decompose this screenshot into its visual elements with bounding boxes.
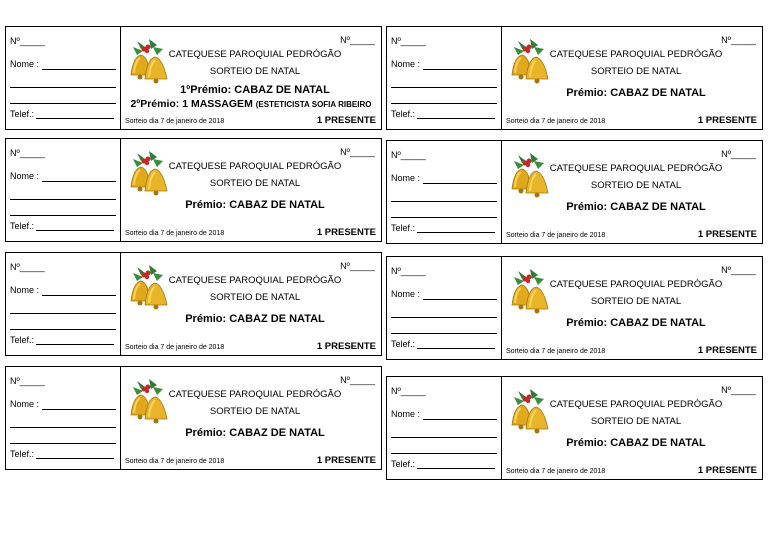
christmas-bells-icon: [123, 149, 171, 197]
stub-name-label: Nome :: [10, 171, 40, 181]
ticket-number-label: Nº_____: [340, 261, 375, 271]
stub-name-line-3: [10, 215, 116, 216]
ticket-number-label: Nº_____: [340, 375, 375, 385]
draw-date: Sorteio dia 7 de janeiro de 2018: [125, 118, 225, 125]
christmas-bells-icon: [504, 267, 552, 315]
draw-title: SORTEIO DE NATAL: [209, 178, 301, 189]
stub-name-line: [42, 295, 116, 296]
stub-name-line-2: [391, 437, 497, 438]
ticket-main: [121, 367, 381, 469]
present-count: 1 PRESENTE: [697, 229, 757, 240]
stub-name-line-3: [10, 443, 116, 444]
christmas-bells-icon: [123, 263, 171, 311]
stub-number-label: Nº_____: [391, 266, 426, 276]
stub-name-label: Nome :: [391, 173, 421, 183]
stub-name-label: Nome :: [10, 285, 40, 295]
ticket-main: [121, 139, 381, 241]
ticket-number-label: Nº_____: [721, 35, 756, 45]
stub-phone-line: [417, 468, 495, 469]
present-count: 1 PRESENTE: [697, 465, 757, 476]
stub-phone-label: Telef.:: [391, 459, 416, 469]
stub-number-label: Nº_____: [391, 36, 426, 46]
ticket-stub: [387, 27, 502, 129]
ticket-number-label: Nº_____: [721, 385, 756, 395]
organizer-name: CATEQUESE PAROQUIAL PEDRÓGÃO: [549, 279, 723, 290]
prize-text: Prémio: CABAZ DE NATAL: [185, 199, 325, 211]
stub-name-label: Nome :: [391, 409, 421, 419]
draw-title: SORTEIO DE NATAL: [209, 66, 301, 77]
stub-phone-line: [417, 232, 495, 233]
christmas-bells-icon: [504, 37, 552, 85]
stub-name-line-3: [10, 103, 116, 104]
stub-phone-label: Telef.:: [10, 109, 35, 119]
raffle-ticket: [386, 256, 763, 360]
christmas-bells-icon: [123, 37, 171, 85]
stub-name-line: [423, 419, 497, 420]
stub-name-line-3: [391, 103, 497, 104]
ticket-main: [502, 27, 762, 129]
present-count: 1 PRESENTE: [316, 115, 376, 126]
prize-text: Prémio: CABAZ DE NATAL: [185, 313, 325, 325]
raffle-ticket: [386, 376, 763, 480]
ticket-main: [121, 27, 381, 129]
raffle-ticket: [386, 26, 763, 130]
ticket-stub: [387, 377, 502, 479]
stub-name-label: Nome :: [10, 399, 40, 409]
first-prize-text: 1ºPrémio: CABAZ DE NATAL: [180, 84, 330, 96]
ticket-number-label: Nº_____: [721, 149, 756, 159]
ticket-stub: [6, 253, 121, 355]
stub-name-line-3: [391, 217, 497, 218]
draw-title: SORTEIO DE NATAL: [590, 416, 682, 427]
organizer-name: CATEQUESE PAROQUIAL PEDRÓGÃO: [549, 49, 723, 60]
prize-text: Prémio: CABAZ DE NATAL: [566, 437, 706, 449]
organizer-name: CATEQUESE PAROQUIAL PEDRÓGÃO: [549, 399, 723, 410]
stub-name-line-2: [10, 199, 116, 200]
stub-number-label: Nº_____: [391, 150, 426, 160]
ticket-main: [121, 253, 381, 355]
raffle-ticket: [5, 26, 382, 130]
second-prize-label: 2ºPrémio: 1 MASSAGEM: [130, 98, 253, 110]
stub-number-label: Nº_____: [10, 36, 45, 46]
present-count: 1 PRESENTE: [697, 115, 757, 126]
stub-name-line-3: [391, 333, 497, 334]
draw-date: Sorteio dia 7 de janeiro de 2018: [506, 232, 606, 239]
stub-phone-line: [36, 458, 114, 459]
draw-title: SORTEIO DE NATAL: [590, 66, 682, 77]
stub-phone-label: Telef.:: [391, 223, 416, 233]
raffle-ticket: [5, 252, 382, 356]
stub-phone-line: [417, 348, 495, 349]
raffle-ticket: [386, 140, 763, 244]
stub-name-line: [42, 69, 116, 70]
stub-phone-label: Telef.:: [391, 339, 416, 349]
draw-date: Sorteio dia 7 de janeiro de 2018: [506, 118, 606, 125]
present-count: 1 PRESENTE: [316, 227, 376, 238]
christmas-bells-icon: [504, 387, 552, 435]
stub-number-label: Nº_____: [10, 148, 45, 158]
stub-name-line-3: [391, 453, 497, 454]
stub-number-label: Nº_____: [10, 376, 45, 386]
ticket-main: [502, 377, 762, 479]
ticket-main: [502, 141, 762, 243]
draw-title: SORTEIO DE NATAL: [209, 292, 301, 303]
organizer-name: CATEQUESE PAROQUIAL PEDRÓGÃO: [168, 389, 342, 400]
prize-text: Prémio: CABAZ DE NATAL: [185, 427, 325, 439]
organizer-name: CATEQUESE PAROQUIAL PEDRÓGÃO: [168, 275, 342, 286]
ticket-stub: [6, 139, 121, 241]
raffle-ticket: [5, 366, 382, 470]
stub-number-label: Nº_____: [10, 262, 45, 272]
ticket-stub: [6, 27, 121, 129]
second-prize-text: [125, 98, 377, 110]
organizer-name: CATEQUESE PAROQUIAL PEDRÓGÃO: [549, 163, 723, 174]
prize-text: Prémio: CABAZ DE NATAL: [566, 201, 706, 213]
stub-name-line: [423, 299, 497, 300]
draw-date: Sorteio dia 7 de janeiro de 2018: [506, 468, 606, 475]
second-prize-detail: (ESTETICISTA SOFIA RIBEIRO: [255, 100, 372, 109]
stub-phone-label: Telef.:: [10, 221, 35, 231]
ticket-number-label: Nº_____: [340, 147, 375, 157]
christmas-bells-icon: [123, 377, 171, 425]
stub-name-line-3: [10, 329, 116, 330]
stub-name-label: Nome :: [10, 59, 40, 69]
stub-name-line: [423, 69, 497, 70]
stub-name-line-2: [10, 313, 116, 314]
ticket-stub: [387, 141, 502, 243]
stub-number-label: Nº_____: [391, 386, 426, 396]
present-count: 1 PRESENTE: [316, 341, 376, 352]
prize-text: Prémio: CABAZ DE NATAL: [566, 317, 706, 329]
draw-date: Sorteio dia 7 de janeiro de 2018: [125, 344, 225, 351]
ticket-stub: [6, 367, 121, 469]
present-count: 1 PRESENTE: [697, 345, 757, 356]
ticket-main: [502, 257, 762, 359]
organizer-name: CATEQUESE PAROQUIAL PEDRÓGÃO: [168, 161, 342, 172]
stub-phone-line: [417, 118, 495, 119]
prize-text: Prémio: CABAZ DE NATAL: [566, 87, 706, 99]
stub-name-line: [423, 183, 497, 184]
organizer-name: CATEQUESE PAROQUIAL PEDRÓGÃO: [168, 49, 342, 60]
stub-phone-label: Telef.:: [10, 449, 35, 459]
draw-title: SORTEIO DE NATAL: [209, 406, 301, 417]
ticket-number-label: Nº_____: [340, 35, 375, 45]
ticket-number-label: Nº_____: [721, 265, 756, 275]
stub-name-line: [42, 409, 116, 410]
stub-phone-line: [36, 230, 114, 231]
ticket-stub: [387, 257, 502, 359]
stub-phone-line: [36, 118, 114, 119]
draw-date: Sorteio dia 7 de janeiro de 2018: [125, 458, 225, 465]
draw-date: Sorteio dia 7 de janeiro de 2018: [506, 348, 606, 355]
stub-phone-line: [36, 344, 114, 345]
present-count: 1 PRESENTE: [316, 455, 376, 466]
christmas-bells-icon: [504, 151, 552, 199]
stub-name-label: Nome :: [391, 59, 421, 69]
stub-name-label: Nome :: [391, 289, 421, 299]
stub-name-line: [42, 181, 116, 182]
draw-title: SORTEIO DE NATAL: [590, 296, 682, 307]
stub-phone-label: Telef.:: [391, 109, 416, 119]
stub-name-line-2: [10, 87, 116, 88]
stub-phone-label: Telef.:: [10, 335, 35, 345]
stub-name-line-2: [10, 427, 116, 428]
stub-name-line-2: [391, 201, 497, 202]
draw-date: Sorteio dia 7 de janeiro de 2018: [125, 230, 225, 237]
raffle-ticket: [5, 138, 382, 242]
stub-name-line-2: [391, 317, 497, 318]
stub-name-line-2: [391, 87, 497, 88]
draw-title: SORTEIO DE NATAL: [590, 180, 682, 191]
